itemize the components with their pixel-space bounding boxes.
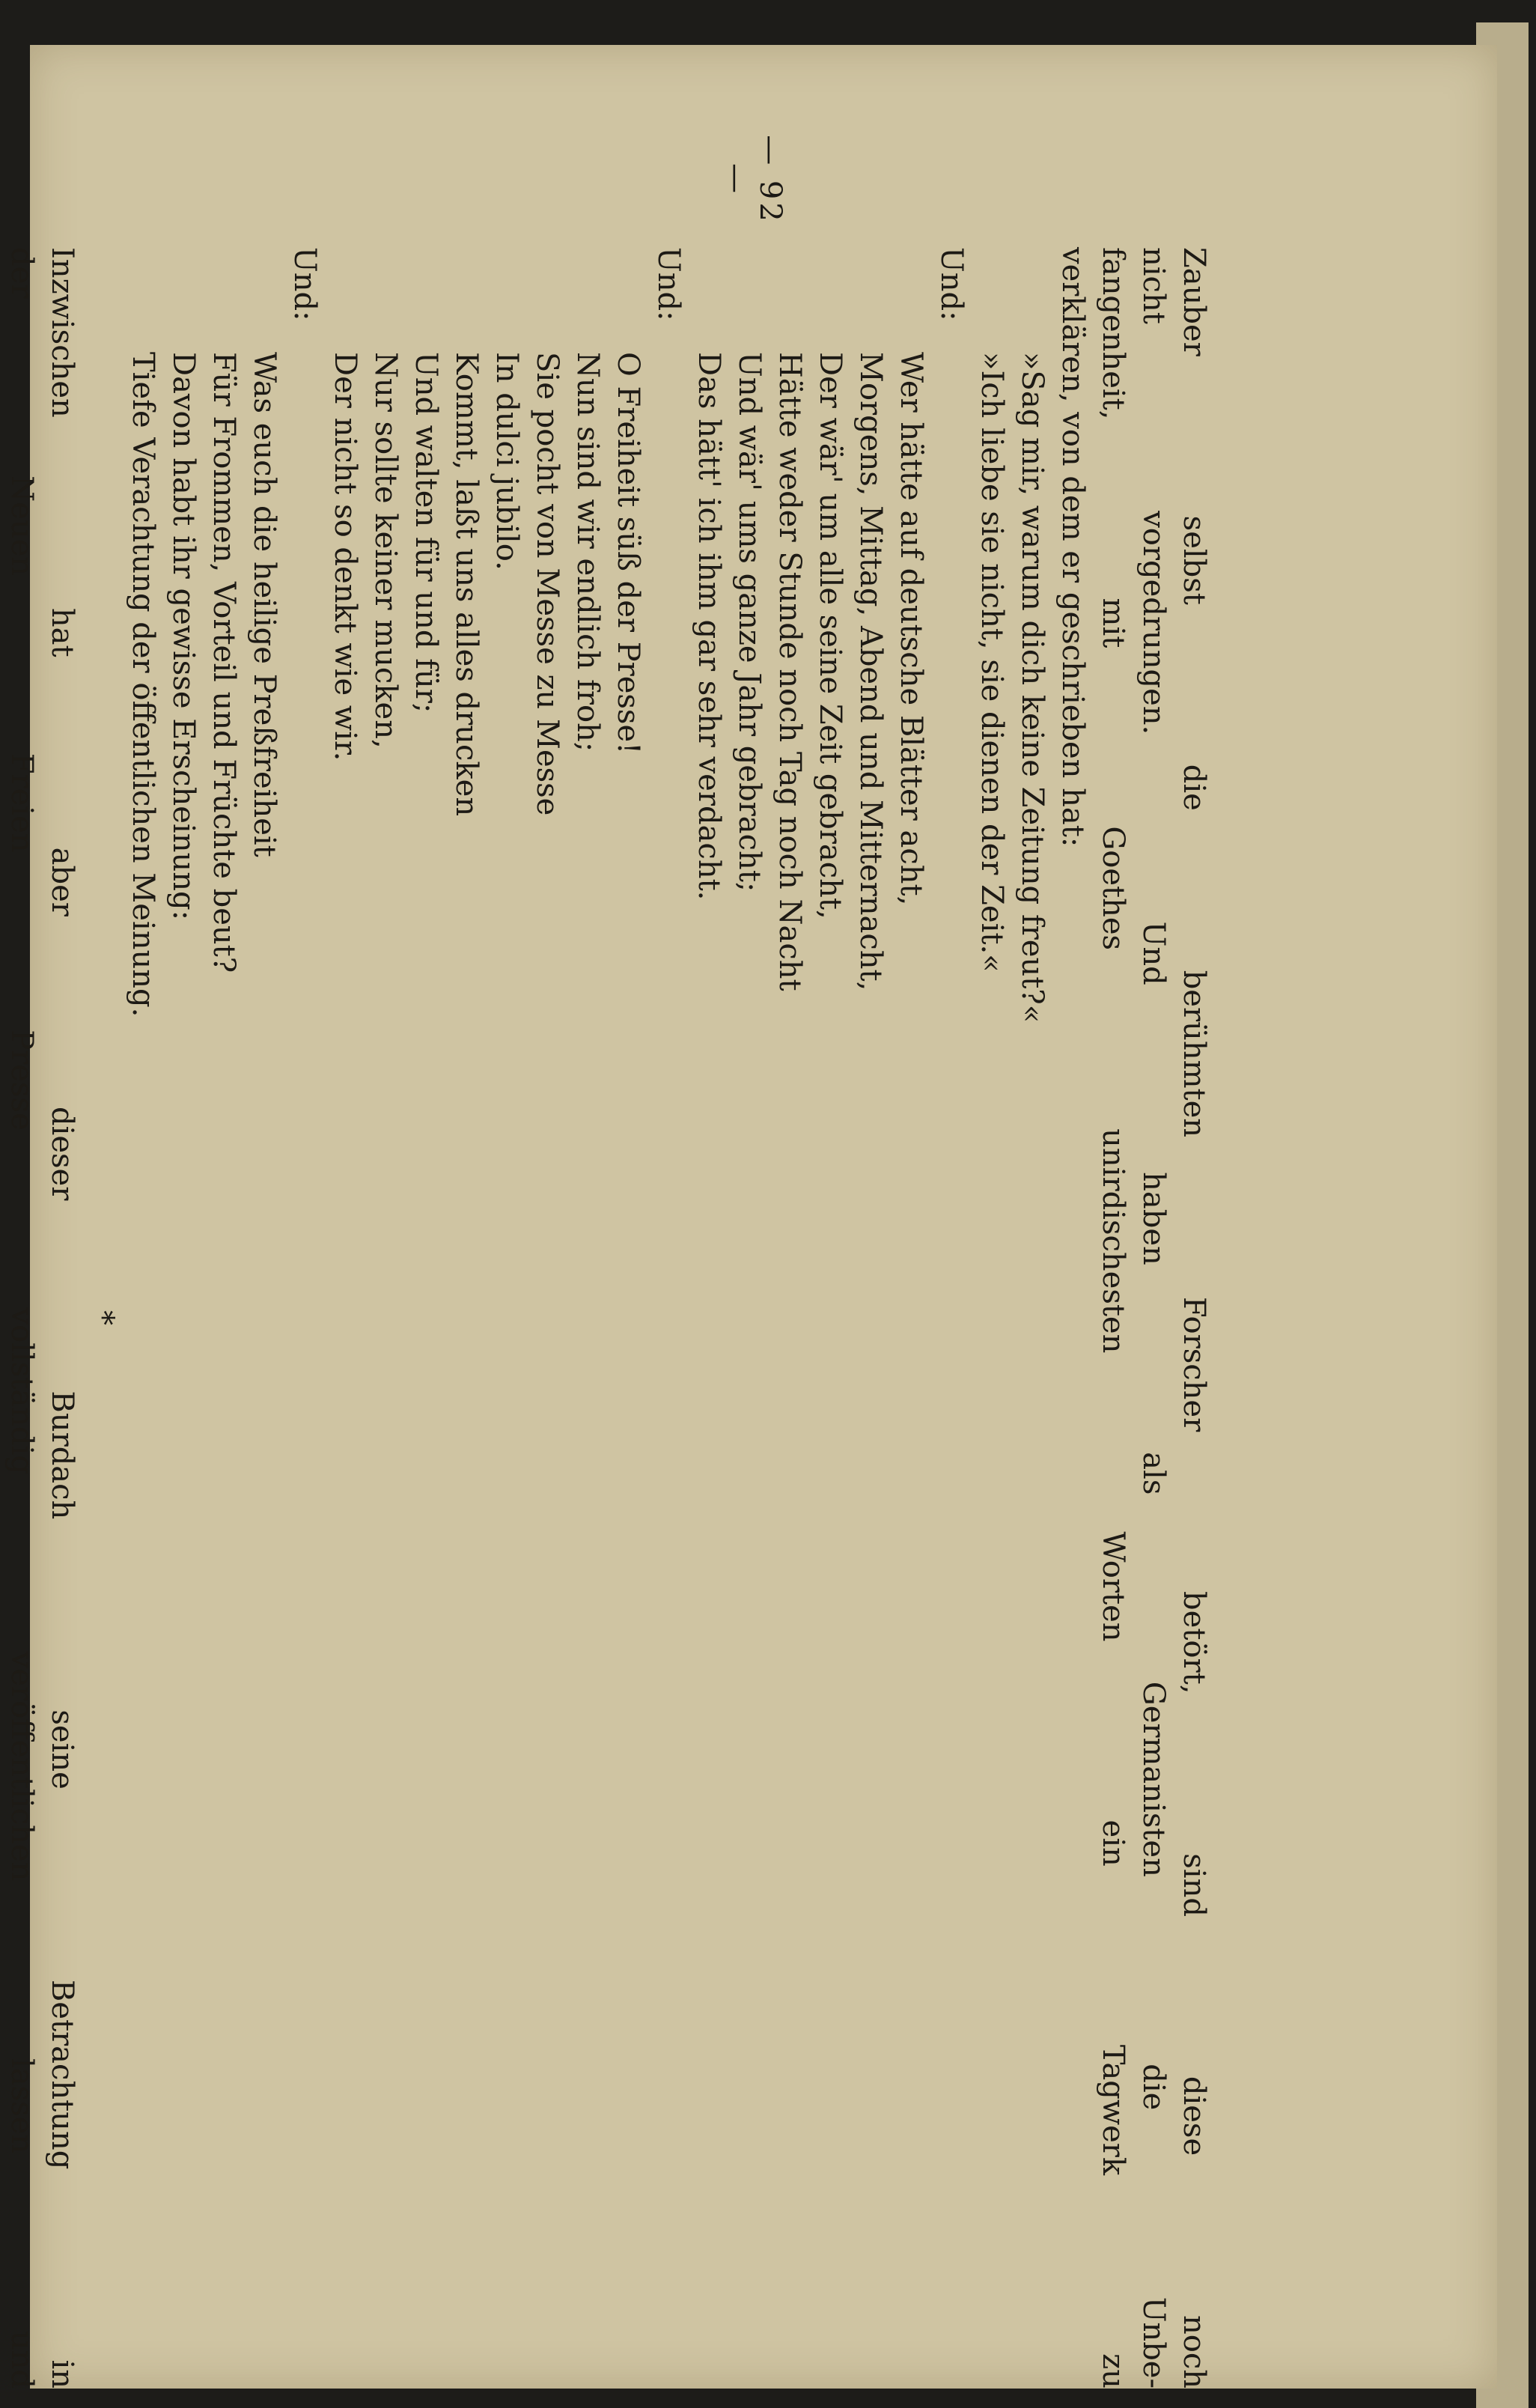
- page-number: — 92 —: [719, 135, 787, 225]
- text-line: Zauber selbst die berühmten Forscher betört, sind diese noch: [1177, 247, 1211, 2389]
- verse-line: Der nicht so denkt wie wir.: [328, 352, 362, 761]
- verse-line: Wer hätte auf deutsche Blätter acht,: [894, 352, 928, 906]
- verse-line: Und walten für und für;: [409, 352, 443, 714]
- verse-line: »Sag mir, warum dich keine Zeitung freut?«: [1015, 352, 1049, 1024]
- verse-line: Das hätt' ich ihm gar sehr verdacht.: [692, 352, 726, 901]
- verse-line: Sie pocht von Messe zu Messe: [530, 352, 564, 816]
- verse-line: Nur sollte keiner mucken,: [368, 352, 403, 749]
- verse-line: Hätte weder Stunde noch Tag noch Nacht: [772, 352, 807, 991]
- text-line: [0, 247, 1, 2389]
- verse-line: Der wär' um alle seine Zeit gebracht,: [813, 352, 847, 919]
- section-label: Und:: [287, 247, 322, 321]
- section-label: Und:: [651, 247, 686, 321]
- text-line: nicht vorgedrungen. Und haben als Germanisten die Unbe-: [1136, 247, 1171, 2389]
- verse-line: Nun sind wir endlich froh;: [570, 352, 605, 752]
- verse-line: Davon habt ihr gewisse Erscheinung:: [166, 352, 201, 921]
- text-line: verklären, von dem er geschrieben hat:: [1055, 247, 1090, 848]
- verse-line: In dulci jubilo.: [490, 352, 524, 571]
- section-divider: *: [85, 1310, 120, 1325]
- verse-line: Und wär' ums ganze Jahr gebracht;: [732, 352, 767, 893]
- text-line: der Neuen Freien Presse vollständig veröffentlichen lassen und: [4, 247, 39, 2389]
- verse-line: »Ich liebe sie nicht, sie dienen der Zeit.«: [975, 352, 1009, 973]
- verse-line: Was euch die heilige Preßfreiheit: [247, 352, 281, 857]
- text-line: fangenheit, mit Goethes unirdischesten Worten ein Tagwerk zu: [1096, 247, 1130, 2389]
- verse-line: Kommt, laßt uns alles drucken: [449, 352, 484, 817]
- page-text: [0, 247, 1214, 2389]
- text-line: Inzwischen hat aber dieser Burdach seine Betrachtung in: [45, 247, 79, 2389]
- verse-line: Morgens, Mittag, Abend und Mitternacht,: [853, 352, 888, 991]
- verse-line: O Freiheit süß der Presse!: [611, 352, 645, 755]
- verse-line: Für Frommen, Vorteil und Früchte beut?: [207, 352, 241, 973]
- verse-line: Tiefe Verachtung der öffentlichen Meinung.: [126, 352, 160, 1018]
- section-label: Und:: [934, 247, 969, 321]
